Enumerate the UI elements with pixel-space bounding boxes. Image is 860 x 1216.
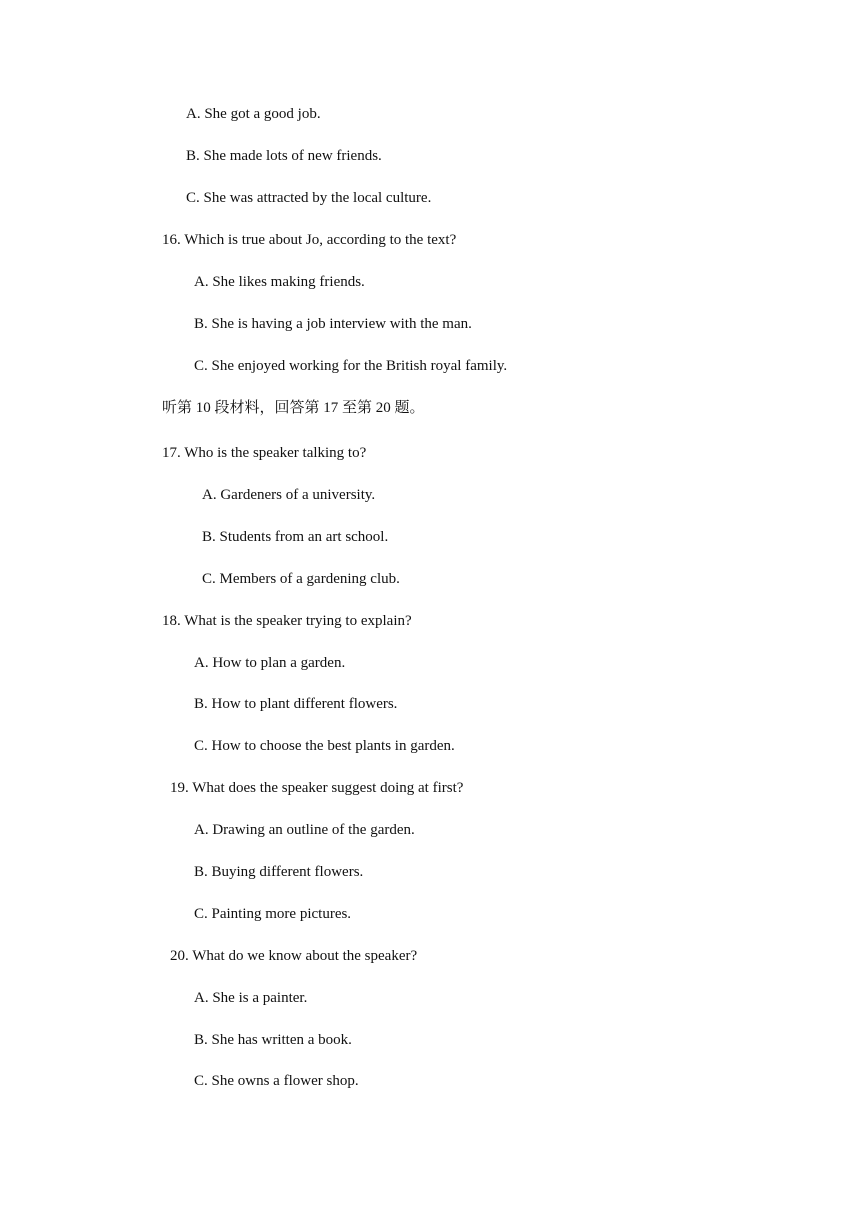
q16-option-c: C. She enjoyed working for the British royal family. — [194, 358, 508, 374]
q18-question: 18. What is the speaker trying to explain? — [162, 613, 412, 629]
q20-option-a: A. She is a painter. — [194, 990, 308, 1006]
q20-question: 20. What do we know about the speaker? — [170, 948, 418, 964]
q17-option-a: A. Gardeners of a university. — [202, 487, 376, 503]
q16-question: 16. Which is true about Jo, according to the text? — [162, 232, 457, 248]
section-instruction: 听第 10 段材料，回答第 17 至第 20 题。 — [162, 400, 425, 416]
q20-option-b: B. She has written a book. — [194, 1032, 352, 1048]
q16-option-b: B. She is having a job interview with the man. — [194, 316, 472, 332]
q17-question: 17. Who is the speaker talking to? — [162, 445, 367, 461]
q19-option-b: B. Buying different flowers. — [194, 864, 364, 880]
q17-option-b: B. Students from an art school. — [202, 529, 389, 545]
q18-option-b: B. How to plant different flowers. — [194, 696, 398, 712]
q18-option-a: A. How to plan a garden. — [194, 655, 346, 671]
q18-option-c: C. How to choose the best plants in garden. — [194, 738, 455, 754]
q17-option-c: C. Members of a gardening club. — [202, 571, 400, 587]
q19-option-c: C. Painting more pictures. — [194, 906, 352, 922]
q15-option-a: A. She got a good job. — [186, 106, 321, 122]
q15-option-b: B. She made lots of new friends. — [186, 148, 382, 164]
q15-option-c: C. She was attracted by the local culture. — [186, 190, 432, 206]
q19-question: 19. What does the speaker suggest doing at first? — [170, 780, 464, 796]
q16-option-a: A. She likes making friends. — [194, 274, 365, 290]
q19-option-a: A. Drawing an outline of the garden. — [194, 822, 415, 838]
q20-option-c: C. She owns a flower shop. — [194, 1073, 359, 1089]
